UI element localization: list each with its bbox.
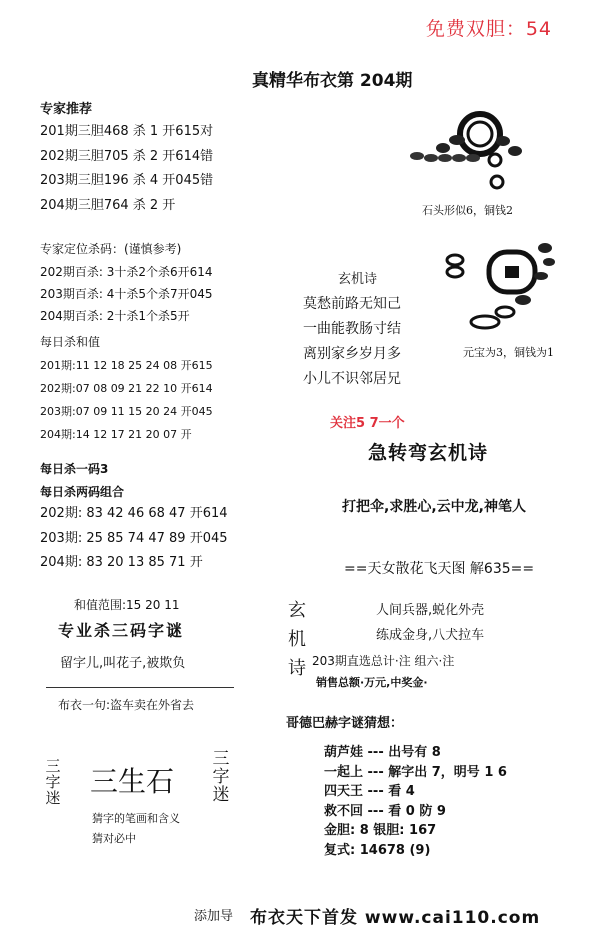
- xuanji-poem: [303, 292, 401, 392]
- list-item: 204期百杀: 2十杀1个杀5开: [40, 309, 190, 323]
- poem-line: 离别家乡岁月多: [303, 346, 401, 362]
- footer-small-label: 添加导: [194, 909, 234, 924]
- list-item: 一起上 --- 解字出 7，明号 1 6: [324, 764, 507, 780]
- vertical-label-left: 三字迷: [45, 757, 61, 807]
- list-item: 203期: 25 85 74 47 89 开045: [40, 530, 228, 546]
- stones-coins-illustration: [405, 96, 545, 196]
- vertical-label: 玄机诗: [288, 600, 306, 679]
- poem-line: 练成金身,八犬拉车: [376, 628, 485, 643]
- list-item: 201期:11 12 18 25 24 08 开615: [40, 359, 213, 372]
- focus-note: 关注5 7一个: [330, 416, 405, 431]
- poem-line: 小儿不识邻居兄: [303, 371, 401, 387]
- kill-two-list: [40, 502, 228, 576]
- riddle-poem-title: 急转弯玄机诗: [368, 442, 489, 464]
- list-item: 金胆: 8 银胆: 167: [324, 823, 437, 838]
- list-item: 204期: 83 20 13 85 71 开: [40, 555, 203, 570]
- list-item: 四天王 --- 看 4: [324, 784, 415, 799]
- goedel-list: [324, 743, 507, 860]
- image1-caption: 石头形似6，铜钱2: [422, 204, 513, 217]
- list-item: 葫芦娃 --- 出号有 8: [324, 745, 441, 760]
- riddle-text: 留字儿,叫花子,被欺负: [60, 656, 186, 671]
- sales-line: 203期直选总计·注 组六·注: [312, 654, 455, 668]
- poem-line: 人间兵器,蜕化外壳: [376, 603, 485, 618]
- list-item: 203期百杀: 4十杀5个杀7开045: [40, 287, 213, 301]
- sales-total: 销售总额·万元,中奖金·: [316, 676, 428, 689]
- free-pick-label: 免费双胆：54: [425, 18, 552, 40]
- page-title: 真精华布衣第 204期: [252, 71, 413, 91]
- riddle-title: 专业杀三码字谜: [58, 621, 185, 640]
- divider: [46, 687, 234, 688]
- goedel-heading: 哥德巴赫字谜猜想：: [286, 716, 404, 731]
- kill-sum-heading: 每日杀和值: [40, 335, 101, 349]
- kill-sum-list: [40, 354, 213, 446]
- buyi-line: 布衣一句:盗车卖在外省去: [58, 698, 195, 712]
- list-item: 203期三胆196 杀 4 开045错: [40, 173, 214, 188]
- image2-caption: 元宝为3，铜钱为1: [463, 346, 554, 359]
- sanshengshi-note: 猜字的笔画和含义: [92, 812, 180, 825]
- expert-list: [40, 120, 213, 218]
- dingwei-heading: 专家定位杀码：(谨慎参考): [40, 242, 182, 256]
- tiannv-line: ==天女散花飞天图 解635==: [344, 561, 535, 577]
- list-item: 救不回 --- 看 0 防 9: [324, 803, 446, 819]
- list-item: 201期三胆468 杀 1 开615对: [40, 124, 214, 139]
- xuanji-poem2: [376, 598, 484, 648]
- dingwei-list: [40, 261, 213, 327]
- sanshengshi-main: 三生石: [90, 765, 175, 798]
- list-item: 202期三胆705 杀 2 开614错: [40, 148, 214, 164]
- poem-line: 一曲能教肠寸结: [303, 321, 401, 337]
- sum-range: 和值范围:15 20 11: [74, 598, 180, 612]
- kill-two-heading: 每日杀两码组合: [40, 485, 125, 499]
- list-item: 202期百杀: 3十杀2个杀6开614: [40, 265, 213, 279]
- list-item: 203期:07 09 11 15 20 24 开045: [40, 405, 213, 418]
- footer-brand: 布衣天下首发 www.cai110.com: [250, 908, 541, 928]
- sanshengshi-note: 猜对必中: [92, 832, 136, 845]
- list-item: 复式: 14678 (9): [324, 842, 431, 858]
- expert-heading: 专家推荐: [40, 102, 93, 117]
- list-item: 204期三胆764 杀 2 开: [40, 197, 176, 213]
- ingots-coins-illustration: [445, 238, 560, 338]
- kill-one-heading: 每日杀一码3: [40, 462, 109, 476]
- poem-line: 莫愁前路无知己: [303, 296, 401, 312]
- umbrella-riddle: 打把伞,求胜心,云中龙,神笔人: [342, 499, 526, 515]
- xuanji-heading: 玄机诗: [338, 272, 378, 287]
- vertical-label-right: 三字迷: [212, 749, 230, 805]
- list-item: 202期:07 08 09 21 22 10 开614: [40, 382, 213, 395]
- list-item: 204期:14 12 17 21 20 07 开: [40, 428, 192, 441]
- list-item: 202期: 83 42 46 68 47 开614: [40, 506, 228, 521]
